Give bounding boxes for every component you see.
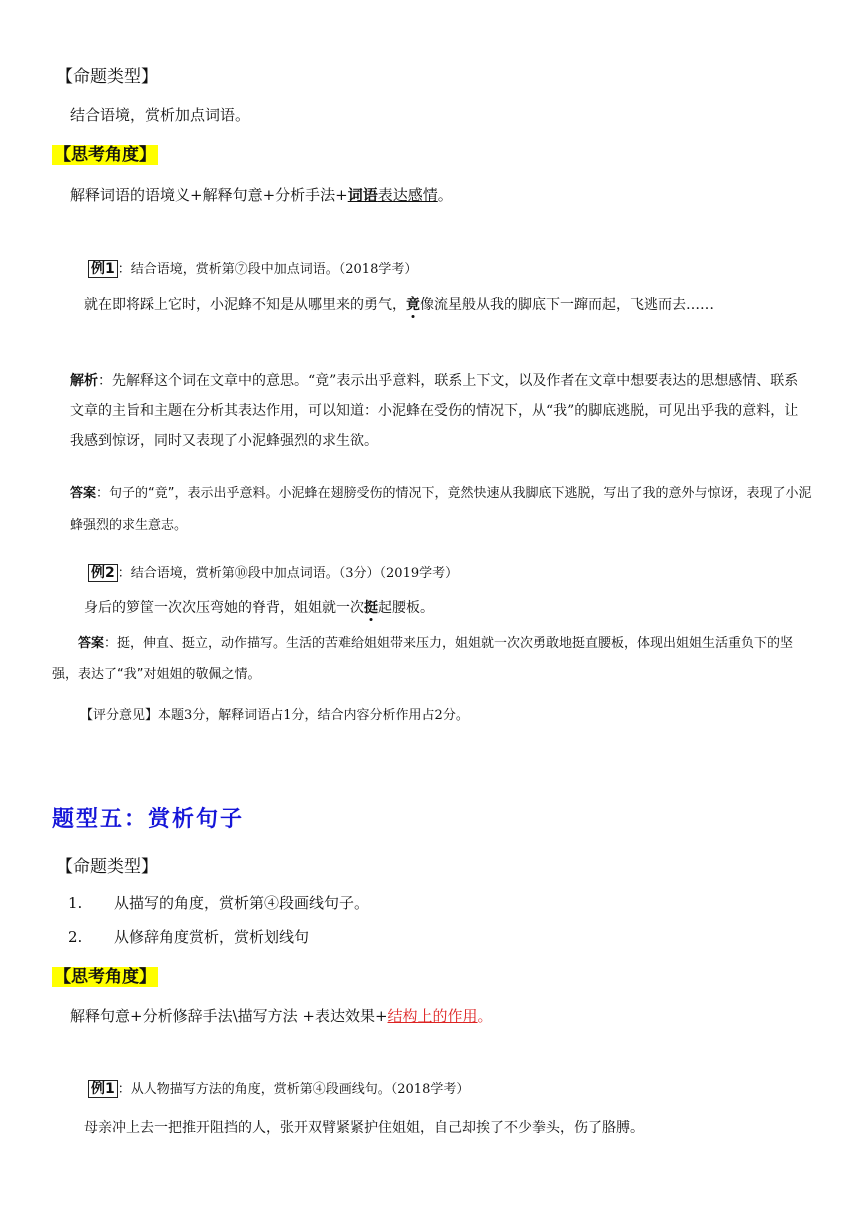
- example-2-quote: [84, 597, 434, 617]
- type-text-1: 结合语境，赏析加点词语。: [70, 106, 251, 124]
- answer-1-label: 答案: [70, 486, 97, 501]
- angle-heading-2-wrap: [52, 962, 158, 987]
- answer-2: [52, 628, 812, 690]
- answer-1-text: ：句子的“竟”，表示出乎意料。小泥蜂在翅膀受伤的情况下，竟然快速从我脚底下逃脱，写出了我的意外与惊讶，表现了小泥蜂强烈的求生意志。: [70, 486, 812, 533]
- list-item-number: 2.: [68, 928, 83, 946]
- example-1-quote-pre: 就在即将踩上它时，小泥蜂不知是从哪里来的勇气，: [84, 297, 406, 313]
- example-1-text: ：结合语境，赏析第⑦段中加点词语。（2018学考）: [117, 262, 418, 277]
- example-3-label: 例1: [88, 1080, 118, 1098]
- list-item: [68, 892, 369, 913]
- angle-text-1-ul: 表达感情: [377, 186, 438, 204]
- example-2-quote-post: 起腰板。: [378, 600, 434, 616]
- score-note: 【评分意见】本题3分，解释词语占1分，结合内容分析作用占2分。: [80, 708, 469, 723]
- angle-heading-2: 【思考角度】: [54, 967, 156, 987]
- analysis-paragraph: [70, 366, 812, 456]
- answer-1: [70, 478, 812, 542]
- dotted-word-1: 竟: [406, 297, 420, 313]
- type-heading-2: 【命题类型】: [56, 857, 158, 877]
- example-3: [88, 1078, 469, 1098]
- example-1: [88, 258, 417, 278]
- analysis-text: ：先解释这个词在文章中的意思。“竟”表示出乎意料，联系上下文，以及作者在文章中想要表达的思想感情、联系文章的主旨和主题在分析其表达作用，可以知道：小泥蜂在受伤的情况下，从“我”的脚底逃脱，可见出乎我的意料，让我感到惊讶，同时又表现了小泥蜂强烈的求生欲。: [70, 373, 799, 449]
- angle-text-2-pre: 解释句意+分析修辞手法\描写方法 +表达效果+: [70, 1007, 388, 1025]
- angle-heading-1: 【思考角度】: [54, 145, 156, 165]
- example-1-label: 例1: [88, 260, 118, 278]
- example-2-quote-pre: 身后的箩筐一次次压弯她的脊背，姐姐就一次: [84, 600, 364, 616]
- angle-text-2-red: 结构上的作用: [387, 1007, 478, 1025]
- angle-text-1-end: 。: [437, 186, 453, 204]
- example-3-quote: 母亲冲上去一把推开阻挡的人，张开双臂紧紧护住姐姐，自己却挨了不少拳头，伤了胳膊。: [84, 1120, 644, 1136]
- example-1-quote: [84, 294, 714, 314]
- list-item-text: 从修辞角度赏析，赏析划线句: [114, 928, 310, 946]
- angle-text-2-end: 。: [477, 1007, 493, 1025]
- list-item-text: 从描写的角度，赏析第④段画线句子。: [114, 894, 370, 912]
- angle-text-2: [70, 1005, 493, 1026]
- example-1-quote-post: 像流星般从我的脚底下一蹿而起，飞逃而去……: [420, 297, 714, 313]
- list-item: [68, 926, 309, 947]
- angle-text-1-pre: 解释词语的语境义+解释句意+分析手法+: [70, 186, 348, 204]
- angle-text-1: [70, 184, 453, 205]
- analysis-label: 解析: [70, 373, 98, 389]
- dotted-word-2: 挺: [364, 600, 378, 616]
- angle-heading-1-wrap: [52, 140, 158, 165]
- answer-2-text: ：挺，伸直、挺立，动作描写。生活的苦难给姐姐带来压力，姐姐就一次次勇敢地挺直腰板，体现出姐姐生活重负下的坚强，表达了“我”对姐姐的敬佩之情。: [52, 636, 794, 682]
- answer-2-label: 答案: [78, 636, 105, 651]
- angle-text-1-bold: 词语: [347, 186, 378, 204]
- example-3-text: ：从人物描写方法的角度，赏析第④段画线句。（2018学考）: [117, 1082, 470, 1097]
- example-2-text: ：结合语境，赏析第⑩段中加点词语。（3分）（2019学考）: [117, 566, 459, 581]
- type-heading-1: 【命题类型】: [56, 67, 158, 87]
- example-2-label: 例2: [88, 564, 118, 582]
- section-title: 题型五：赏析句子: [52, 806, 245, 832]
- list-item-number: 1.: [68, 894, 83, 912]
- example-2: [88, 562, 458, 582]
